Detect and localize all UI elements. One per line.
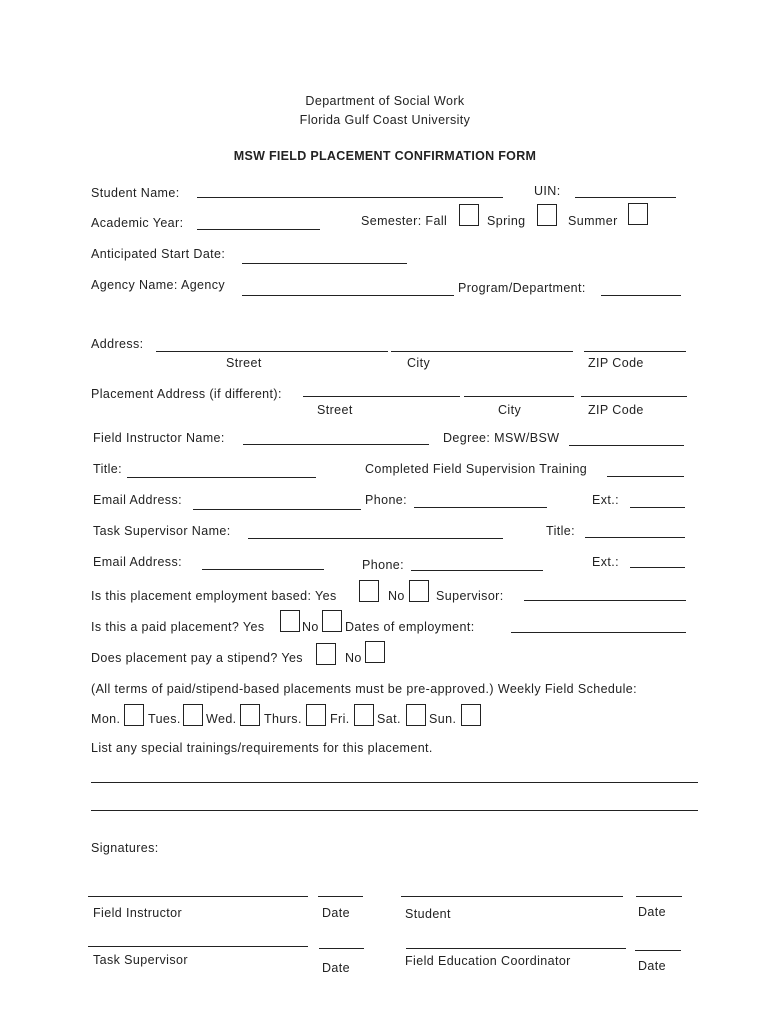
spring-label: Spring	[487, 214, 526, 228]
task-title-label: Title:	[546, 524, 576, 538]
employment-no-checkbox[interactable]	[409, 580, 429, 602]
student-caption: Student	[405, 907, 451, 921]
task-supervisor-date-line[interactable]	[319, 948, 364, 949]
address-zip-caption: ZIP Code	[588, 356, 644, 370]
day-sun-checkbox[interactable]	[461, 704, 481, 726]
special-trainings-label: List any special trainings/requirements for this placement.	[91, 741, 433, 755]
field-instructor-date-line[interactable]	[318, 896, 363, 897]
placement-city-field[interactable]	[464, 396, 574, 397]
address-label: Address:	[91, 337, 144, 351]
day-tues-label: Tues.	[148, 712, 181, 726]
department-heading: Department of Social Work	[305, 94, 465, 108]
field-instructor-caption: Field Instructor	[93, 906, 183, 920]
academic-year-field[interactable]	[197, 229, 320, 230]
paid-yes-checkbox[interactable]	[280, 610, 300, 632]
day-sun-label: Sun.	[429, 712, 457, 726]
paid-no-checkbox[interactable]	[322, 610, 342, 632]
agency-name-field[interactable]	[242, 295, 454, 296]
phone-label: Phone:	[365, 493, 408, 507]
special-trainings-line-1[interactable]	[91, 782, 698, 783]
address-city-field[interactable]	[391, 351, 573, 352]
supervisor-field[interactable]	[524, 600, 686, 601]
coordinator-caption: Field Education Coordinator	[405, 954, 571, 968]
day-sat-label: Sat.	[377, 712, 401, 726]
task-title-field[interactable]	[585, 537, 685, 538]
student-signature-line[interactable]	[401, 896, 623, 897]
day-mon-label: Mon.	[91, 712, 121, 726]
form-title: MSW FIELD PLACEMENT CONFIRMATION FORM	[233, 149, 537, 163]
task-supervisor-caption: Task Supervisor	[93, 953, 188, 967]
placement-street-field[interactable]	[303, 396, 460, 397]
uin-label: UIN:	[534, 184, 561, 198]
start-date-label: Anticipated Start Date:	[91, 247, 226, 261]
address-street-caption: Street	[226, 356, 262, 370]
phone-field[interactable]	[414, 507, 547, 508]
program-department-field[interactable]	[601, 295, 681, 296]
program-department-label: Program/Department:	[458, 281, 586, 295]
address-city-caption: City	[407, 356, 431, 370]
day-fri-label: Fri.	[330, 712, 350, 726]
coordinator-signature-line[interactable]	[406, 948, 626, 949]
dates-employment-label: Dates of employment:	[345, 620, 475, 634]
employment-yes-checkbox[interactable]	[359, 580, 379, 602]
email-label: Email Address:	[93, 493, 182, 507]
student-date-line[interactable]	[636, 896, 682, 897]
student-name-label: Student Name:	[91, 186, 180, 200]
supervisor-label: Supervisor:	[436, 589, 504, 603]
academic-year-label: Academic Year:	[91, 216, 184, 230]
day-thurs-label: Thurs.	[264, 712, 302, 726]
ext-field[interactable]	[630, 507, 685, 508]
employment-based-label: Is this placement employment based: Yes	[91, 589, 337, 603]
special-trainings-line-2[interactable]	[91, 810, 698, 811]
address-street-field[interactable]	[156, 351, 388, 352]
student-date-caption: Date	[638, 905, 667, 919]
stipend-no-label: No	[345, 651, 362, 665]
day-sat-checkbox[interactable]	[406, 704, 426, 726]
dates-employment-field[interactable]	[511, 632, 686, 633]
fall-checkbox[interactable]	[459, 204, 479, 226]
field-instructor-signature-line[interactable]	[88, 896, 308, 897]
stipend-yes-checkbox[interactable]	[316, 643, 336, 665]
semester-fall-label: Semester: Fall	[361, 214, 448, 228]
day-thurs-checkbox[interactable]	[306, 704, 326, 726]
task-supervisor-signature-line[interactable]	[88, 946, 308, 947]
placement-street-caption: Street	[317, 403, 353, 417]
task-ext-label: Ext.:	[592, 555, 620, 569]
address-zip-field[interactable]	[584, 351, 686, 352]
stipend-no-checkbox[interactable]	[365, 641, 385, 663]
title-label: Title:	[93, 462, 123, 476]
degree-label: Degree: MSW/BSW	[443, 431, 560, 445]
start-date-field[interactable]	[242, 263, 407, 264]
title-field[interactable]	[127, 477, 316, 478]
task-ext-field[interactable]	[630, 567, 685, 568]
day-tues-checkbox[interactable]	[183, 704, 203, 726]
ext-label: Ext.:	[592, 493, 620, 507]
placement-zip-caption: ZIP Code	[588, 403, 644, 417]
day-fri-checkbox[interactable]	[354, 704, 374, 726]
task-email-field[interactable]	[202, 569, 324, 570]
paid-placement-label: Is this a paid placement? Yes	[91, 620, 265, 634]
degree-field[interactable]	[569, 445, 684, 446]
coordinator-date-caption: Date	[638, 959, 667, 973]
signatures-heading: Signatures:	[91, 841, 159, 855]
email-field[interactable]	[193, 509, 361, 510]
summer-checkbox[interactable]	[628, 203, 648, 225]
agency-name-label: Agency Name: Agency	[91, 278, 226, 292]
summer-label: Summer	[568, 214, 618, 228]
task-supervisor-name-field[interactable]	[248, 538, 503, 539]
task-supervisor-name-label: Task Supervisor Name:	[93, 524, 231, 538]
task-phone-field[interactable]	[411, 570, 543, 571]
completed-training-field[interactable]	[607, 476, 684, 477]
spring-checkbox[interactable]	[537, 204, 557, 226]
task-phone-label: Phone:	[362, 558, 405, 572]
coordinator-date-line[interactable]	[635, 950, 681, 951]
day-wed-label: Wed.	[206, 712, 237, 726]
day-mon-checkbox[interactable]	[124, 704, 144, 726]
task-email-label: Email Address:	[93, 555, 182, 569]
student-name-field[interactable]	[197, 197, 503, 198]
university-heading: Florida Gulf Coast University	[299, 113, 471, 127]
field-instructor-name-label: Field Instructor Name:	[93, 431, 225, 445]
stipend-label: Does placement pay a stipend? Yes	[91, 651, 303, 665]
placement-zip-field[interactable]	[581, 396, 687, 397]
completed-training-label: Completed Field Supervision Training	[365, 462, 588, 476]
employment-no-label: No	[388, 589, 405, 603]
placement-city-caption: City	[498, 403, 522, 417]
field-instructor-date-caption: Date	[322, 906, 351, 920]
paid-no-label: No	[302, 620, 319, 634]
field-instructor-name-field[interactable]	[243, 444, 429, 445]
preapproved-note: (All terms of paid/stipend-based placements must be pre-approved.) Weekly Field Schedule:	[91, 682, 638, 696]
task-supervisor-date-caption: Date	[322, 961, 351, 975]
uin-field[interactable]	[575, 197, 676, 198]
day-wed-checkbox[interactable]	[240, 704, 260, 726]
placement-address-label: Placement Address (if different):	[91, 387, 282, 401]
